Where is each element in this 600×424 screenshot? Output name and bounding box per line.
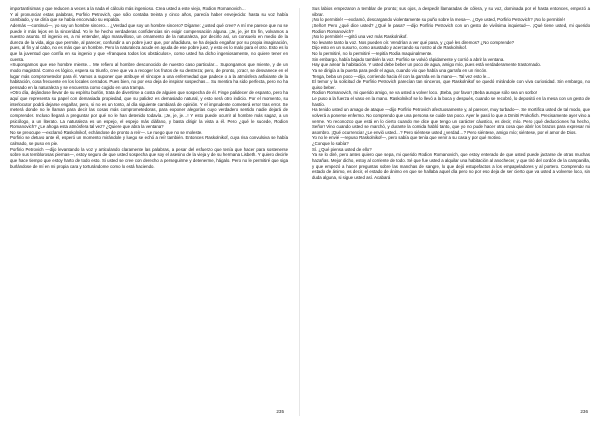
paragraph: Y al pronunciar estas palabras, Porfirio Petrovich, que sólo contaba treinta y cinco años, parecía haber envejecido: hasta su voz había cambiado, y se diría que se había encorvado su espalda. [10,11,288,23]
paragraph: Rodion Romanovich, mi querido amigo, se va usted a volver loco. ¡Beba, por favor! ¡Beba aunque sólo sea un sorbo! [312,90,538,96]
paragraph: Ha tenido usted un amago de ataque —dijo Porfirio Petrovich afectuosamente y, al parecer, muy turbado—. Se mortifica usted de tal modo, que volverá a ponerse enfermo. No comprendo que una persona se cuide tan poco. Ayer le pasó lo que a Dmitri Prokofich. Precisamente ayer vino a verme. Yo reconozco que está en lo cierto cuando me dice que tengo un carácter cáustico, es decir, mío. Pero ¡qué deducciones ha hecho, Señor! Vino cuando usted se marchó, y durante la comida habló tanto, que yo no pude hacer otra cosa que abrir los brazos para expresar mi asombro. ¡Qué ocurrencia! ¿Le envió usted…? Pero siéntese usted ¿verdad…? Pero siéntese, amigo mío; siéntese, por el amor de Dios. [312,107,590,135]
paragraph: Sí. ¿Qué piensa usted de ello? [312,146,372,152]
paragraph: No levante tanto la voz. Nos pueden oír. Vendrían a ver qué pasa, y ¿qué les diremos? ¿No comprende? [312,39,515,45]
paragraph: »Otro día, dejándose llevar de su espíritu burlón, trata de divertirse a costa de alguien que sospecha de él. Finge palidecer de espanto, pero ha aquí que representa su papel con demasiada propiedad, que su palidez es demasiado natural, y esto será otro indicio. Por el momento, su interlocutor podrá dejarse engañar, pero, si no es un tonto, al día siguiente cambiará de opinión. Y el imprudente cometerá error tras error. Se meterá donde no le llaman para decir las cosas más comprometedoras, para exponer alegorías cuyo verdadero sentido nadie dejará de comprender. Incluso llegará a preguntar por qué no le han detenido todavía. ¡Je, je, je…! Y esto puede ocurrir al hombre más sagaz, a un psicólogo, a un literato. La naturaleza es un espejo, el espejo más diáfano, y basta dirigir la vista a él. Pero ¿qué le sucede, Rodion Romanovich? ¿Le ahoga esta atmósfera tal vez? ¿Quiere que abra la ventana? [10,90,288,130]
paragraph: Le puso a la fuerza el vaso en la mano. Raskolnikof se lo llevó a la boca y después, cuando se recobró, lo depositó en la mesa con un gesto de hastío. [312,96,590,107]
paragraph: Ya se lo diré, pero antes quiero que sepa, mi querido Rodion Romanovich, que estoy enterado de que usted puede jactarse de otras muchas hazañas. Mejor dicho, estoy al corriente de todo. Sé que fue usted a alquilar una habitación al anochecer, y que tiró del cordón de la campanilla, y que empezó a hacer preguntas sobre las manchas de sangre, lo que dejó estupefactos a los empapeladores y al portero. Comprendo su estado de ánimo, es decir, el estado de ánimo en que se hallaba aquel día pero no por eso deja de ser cierto que va usted a volverse loco, sin duda alguna, si sigue usted así. Acabará [312,152,590,180]
paragraph: Porfirio Petrovich —dijo levantando la voz y articulando claramente las palabras, a pesar del esfuerzo que tenía que hacer para sostenerse sobre sus temblorosas piernas—, estoy seguro de que usted sospecha que soy el asesino de la vieja y de su hermana Lisbeth. Y quiero decirle que hace tiempo que estoy harto de todo esto. Si usted se cree con derecho a perseguirme y detenerme, hágalo. Pero no le permitiré que siga burlándose de mí en mi propia cara y torturándome como lo está haciendo. [10,146,288,169]
paragraph: No lo permitiré, no lo permitiré —repitía Rodia maquinalmente. [312,51,433,56]
page-number: 236 [580,409,588,414]
paragraph: Tenga, beba un poco —dijo, corriendo hacia él con la garrafa en la mano—. Tal vez esto le… [312,73,491,79]
paragraph: Dijo esto en un susurro, como asustado y acercando su rostro al de Raskolnikof. [312,45,468,51]
paragraph: No se preocupe —exclamó Raskolnikof, echándose de pronto a reír—. Le ruego que no se moleste. [10,129,203,135]
paragraph: Porfirio se detuvo ante él, esperó un momento mirándole y luego se echó a reír también. Entonces Raskolnikof, cuya risa convulsiva se había calmado, se puso en pie. [10,135,288,146]
paragraph: Además —continuó—, yo soy un hombre sincero… ¿Verdad que soy un hombre sincero? Dígame: ¿usted qué cree? A mí me parece que no se puede ir más lejos en la sinceridad. Yo le he hecho verdaderas confidencias sin exigir compensación alguna. ¡Je, je, je! En fin, volvamos a nuestro asunto. El ingenio es, a mi entender, algo maravilloso, un ornamento de la naturaleza, por decirlo así, un consuelo en medio de la dureza de la vida, algo que permite, al parecer, confundir a un pobre juez que, por añadidura, se ha dejado engañar por su propia imaginación, pues, al fin y al cabo, no es más que un hombre. Pero la naturaleza acude en ayuda de ese pobre juez, y esto es lo malo para el otro. Esto es lo que la juventud que confía en su ingenio y que «franquea todos los obstáculos», como usted ha dicho ingeniosamente, no quiere tener en cuenta. [10,22,288,62]
paragraph: Hay que airear la habitación. Y usted debe beber un poco de agua, amigo mío, pues está verdaderamente trastornado. [312,62,542,68]
paragraph: ¿Conque lo sabía? [312,141,349,146]
right-page [306,6,594,418]
paragraph: ¡No lo permitiré! —exclamó, descargando violentamente su puño sobre la mesa—. ¿Oye usted, Porfirio Petrovich? ¡No lo permitiré! [312,17,565,23]
paragraph: Ya se dirigía a la puerta para pedir el agua, cuando vio que había una garrafa en un rincón. [312,67,488,73]
paragraph: ¡No lo permitiré! —gritó una vez más Raskolnikof. [312,34,408,40]
right-page-text [312,6,590,180]
page-number: 235 [276,409,284,414]
paragraph: Yo no le envié —repuso Raskolnikof—, pero sabía que tenía que venir a su casa y por qué motivo. [312,135,502,141]
paragraph: importantísimas y que reducen a veces a la nada el cálculo más ingenioso. Crea usted a este viejo, Rodion Romanovich… [10,6,246,11]
paragraph: Sin embargo, había bajado también la voz. Porfirio se volvió rápidamente y corrió a abrir la ventana. [312,56,505,62]
paragraph: ¡Señor! Pero ¿qué dice usted? ¿Qué le pasa? —dijo Porfirio Petrovich con un gesto de viviísima inquietud—. ¡Qué tiene usted, mi querido Rodion Romanovich? [312,22,590,34]
left-page [6,6,294,418]
left-page-text [10,6,288,169]
page-gutter [299,8,300,416]
paragraph: Sus labios empezaron a temblar de pronto; sus ojos, a despedir llamaradas de cólera, y su voz, dominada por el hasta entonces, empezó a vibrar. [312,6,590,17]
paragraph: »Supongamos que ese hombre miente… Me refiero al hombre desconocido de nuestro caso particular… Supongamos que miente, y de un modo magistral. Como es lógico, espera su triunfo, cree que va a recoger los frutos de su destreza; pero, de pronto, ¡crac!, se desvanece en el lugar más comprometedor para él. Vamos a suponer que atribuye el síncope a una enfermedad que padece o a la atmósfera asfixiante de la habitación, cosa frecuente en los locales cerrados. Pues bien, no por eso deja de inspirar sospechas… Su mentira ha sido perfecta, pero no ha pensado en la naturaleza y se encuentra como cogido en una trampa. [10,62,288,90]
paragraph: El temor y la solicitud de Porfirio Petrovich parecían tan sinceros, que Raskolnikof se quedó mirándole con viva curiosidad. Sin embargo, no quiso beber. [312,79,590,90]
